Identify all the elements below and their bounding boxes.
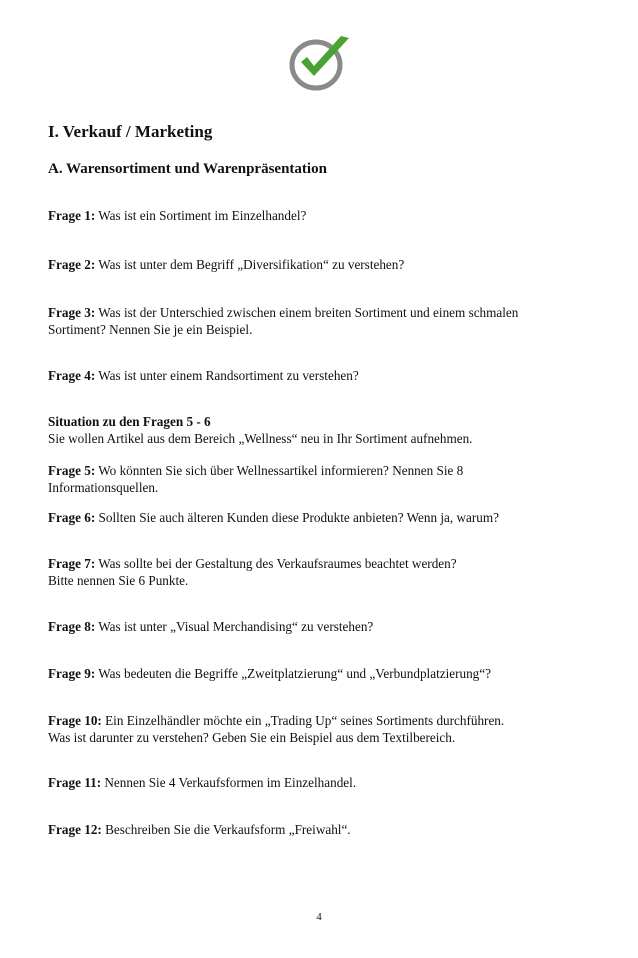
situation-text: Sie wollen Artikel aus dem Bereich „Wellness“ neu in Ihr Sortiment aufnehmen. [48,431,473,446]
question-10 [48,712,608,746]
question-text: Nennen Sie 4 Verkaufsformen im Einzelhandel. [104,775,357,790]
question-text: Ein Einzelhändler möchte ein „Trading Up“ seines Sortiments durchführen. [105,713,505,728]
subsection-heading: A. Warensortiment und Warenpräsentation [48,161,327,177]
question-text: Was ist unter dem Begriff „Diversifikation“ zu verstehen? [98,257,405,272]
question-3 [48,304,608,338]
question-label: Frage 6: [48,510,96,525]
question-9 [48,665,608,682]
question-7 [48,555,608,589]
question-text: Was ist unter „Visual Merchandising“ zu verstehen? [98,619,374,634]
question-text: Sollten Sie auch älteren Kunden diese Produkte anbieten? Wenn ja, warum? [98,510,499,525]
question-6 [48,509,608,526]
question-1 [48,207,608,224]
question-8 [48,618,608,635]
question-4 [48,367,608,384]
section-heading: I. Verkauf / Marketing [48,122,213,141]
question-text-continued: Informationsquellen. [48,480,159,495]
question-text: Was ist der Unterschied zwischen einem breiten Sortiment und einem schmalen [98,305,519,320]
checkmark-icon [287,32,353,92]
question-text: Was bedeuten die Begriffe „Zweitplatzierung“ und „Verbundplatzierung“? [98,666,491,681]
question-label: Frage 1: [48,208,96,223]
question-label: Frage 11: [48,775,102,790]
question-label: Frage 7: [48,556,96,571]
question-text: Was sollte bei der Gestaltung des Verkaufsraumes beachtet werden? [98,556,457,571]
question-label: Frage 10: [48,713,102,728]
question-label: Frage 2: [48,257,96,272]
question-2 [48,256,608,273]
situation-title: Situation zu den Fragen 5 - 6 [48,414,211,429]
question-label: Frage 12: [48,822,102,837]
situation-block [48,413,608,447]
question-text-continued: Was ist darunter zu verstehen? Geben Sie ein Beispiel aus dem Textilbereich. [48,730,456,745]
question-text-continued: Sortiment? Nennen Sie je ein Beispiel. [48,322,253,337]
question-text: Was ist unter einem Randsortiment zu verstehen? [98,368,359,383]
question-label: Frage 3: [48,305,96,320]
question-12 [48,821,608,838]
question-11 [48,774,608,791]
question-label: Frage 4: [48,368,96,383]
page-number: 4 [316,911,322,923]
question-text-continued: Bitte nennen Sie 6 Punkte. [48,573,189,588]
question-5 [48,462,608,496]
question-label: Frage 8: [48,619,96,634]
question-label: Frage 5: [48,463,96,478]
question-label: Frage 9: [48,666,96,681]
question-text: Beschreiben Sie die Verkaufsform „Freiwahl“. [105,822,351,837]
question-text: Was ist ein Sortiment im Einzelhandel? [98,208,307,223]
question-text: Wo könnten Sie sich über Wellnessartikel informieren? Nennen Sie 8 [98,463,464,478]
